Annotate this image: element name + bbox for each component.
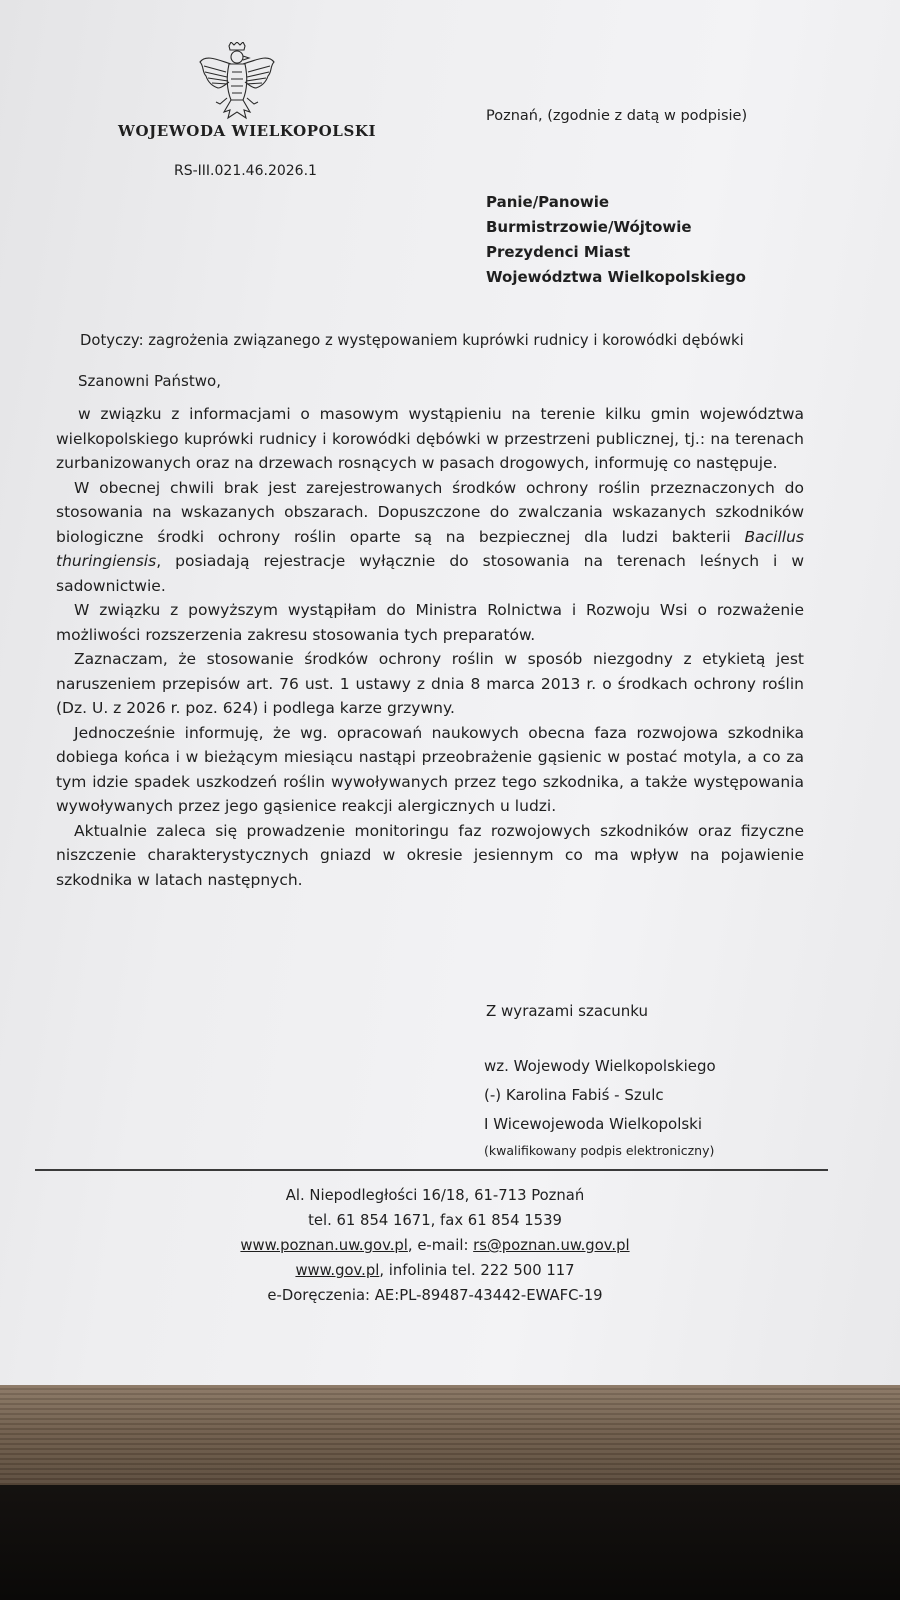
body-paragraph: Zaznaczam, że stosowanie środków ochrony roślin w sposób niezgodny z etykietą jest naruszeniem przepisów art. 76 ust. 1 ustawy z dnia 8 marca 2013 r. o środkach ochrony roślin (Dz. U. z 2026 r. poz. 624) i podlega karze grzywny. (56, 650, 804, 717)
office-name: WOJEWODA WIELKOPOLSKI (118, 122, 377, 140)
dark-background (0, 1485, 900, 1600)
letter-body (56, 402, 804, 892)
footer-divider (35, 1169, 828, 1171)
body-paragraph: w związku z informacjami o masowym wystąpieniu na terenie kilku gmin województwa wielkopolskiego kuprówki rudnicy i korowódki dębówki w przestrzeni publicznej, tj.: na terenach zurbanizowanych oraz na drzewach rosnących w pasach drogowych, informuję co następuje. (56, 405, 804, 472)
website-link[interactable]: www.poznan.uw.gov.pl (240, 1237, 408, 1254)
body-paragraph: W związku z powyższym wystąpiłam do Ministra Rolnictwa i Rozwoju Wsi o rozważenie możliwości rozszerzenia zakresu stosowania tych preparatów. (56, 601, 804, 644)
email-link[interactable]: rs@poznan.uw.gov.pl (473, 1237, 630, 1254)
polish-eagle-emblem-icon (198, 42, 276, 124)
recipient-line: Panie/Panowie (486, 193, 610, 211)
footer-gov (190, 1258, 680, 1283)
footer (190, 1183, 680, 1308)
body-text-segment: W obecnej chwili brak jest zarejestrowanych środków ochrony roślin przeznaczonych do stosowania na wskazanych obszarach. Dopuszczone do zwalczania wskazanych szkodników biologiczne środki ochrony roślin oparte są na bezpiecznej dla ludzi bakterii (56, 478, 804, 546)
signature-line: (-) Karolina Fabiś - Szulc (484, 1086, 664, 1104)
signature-block (484, 1052, 716, 1161)
hotline-text: , infolinia tel. 222 500 117 (379, 1262, 575, 1279)
footer-phone: tel. 61 854 1671, fax 61 854 1539 (308, 1212, 562, 1229)
body-paragraph (56, 476, 804, 599)
footer-address: Al. Niepodległości 16/18, 61-713 Poznań (285, 1187, 585, 1204)
signature-note: (kwalifikowany podpis elektroniczny) (484, 1143, 715, 1158)
place-date: Poznań, (zgodnie z datą w podpisie) (486, 108, 748, 124)
signature-line: wz. Wojewody Wielkopolskiego (484, 1057, 716, 1075)
species-name: Bacillus thuringiensis (56, 527, 804, 570)
body-paragraph: Jednocześnie informuję, że wg. opracowań naukowych obecna faza rozwojowa szkodnika dobiega końca i w bieżącym miesiącu nastąpi przeobrażenie gąsienic w postać motyla, a co za tym idzie spadek uszkodzeń roślin wywoływanych przez tego szkodnika, a także występowania wywoływanych przez jego gąsienice reakcji alergicznych u ludzi. (56, 723, 804, 815)
recipient-line: Burmistrzowie/Wójtowie (486, 218, 692, 236)
reference-number: RS-III.021.46.2026.1 (174, 163, 317, 179)
salutation: Szanowni Państwo, (78, 372, 221, 390)
footer-edelivery: e-Doręczenia: AE:PL-89487-43442-EWAFC-19 (267, 1287, 603, 1304)
closing-phrase: Z wyrazami szacunku (486, 1002, 649, 1020)
body-text-segment: , posiadają rejestracje wyłącznie do stosowania na terenach leśnych i w sadownictwie. (56, 552, 804, 595)
recipient-line: Prezydenci Miast (486, 243, 631, 261)
desk-surface (0, 1385, 900, 1485)
recipient-line: Województwa Wielkopolskiego (486, 268, 746, 286)
subject-line: Dotyczy: zagrożenia związanego z występowaniem kuprówki rudnicy i korowódki dębówki (80, 332, 744, 349)
email-prefix: , e-mail: (407, 1237, 474, 1254)
body-paragraph: Aktualnie zaleca się prowadzenie monitoringu faz rozwojowych szkodników oraz fizyczne niszczenie charakterystycznych gniazd w okresie jesiennym co ma wpływ na pojawienie szkodnika w latach następnych. (56, 821, 804, 889)
signature-line: I Wicewojewoda Wielkopolski (484, 1115, 703, 1133)
footer-web-email (190, 1233, 680, 1258)
gov-site-link[interactable]: www.gov.pl (295, 1262, 380, 1279)
recipients-block (486, 190, 746, 290)
